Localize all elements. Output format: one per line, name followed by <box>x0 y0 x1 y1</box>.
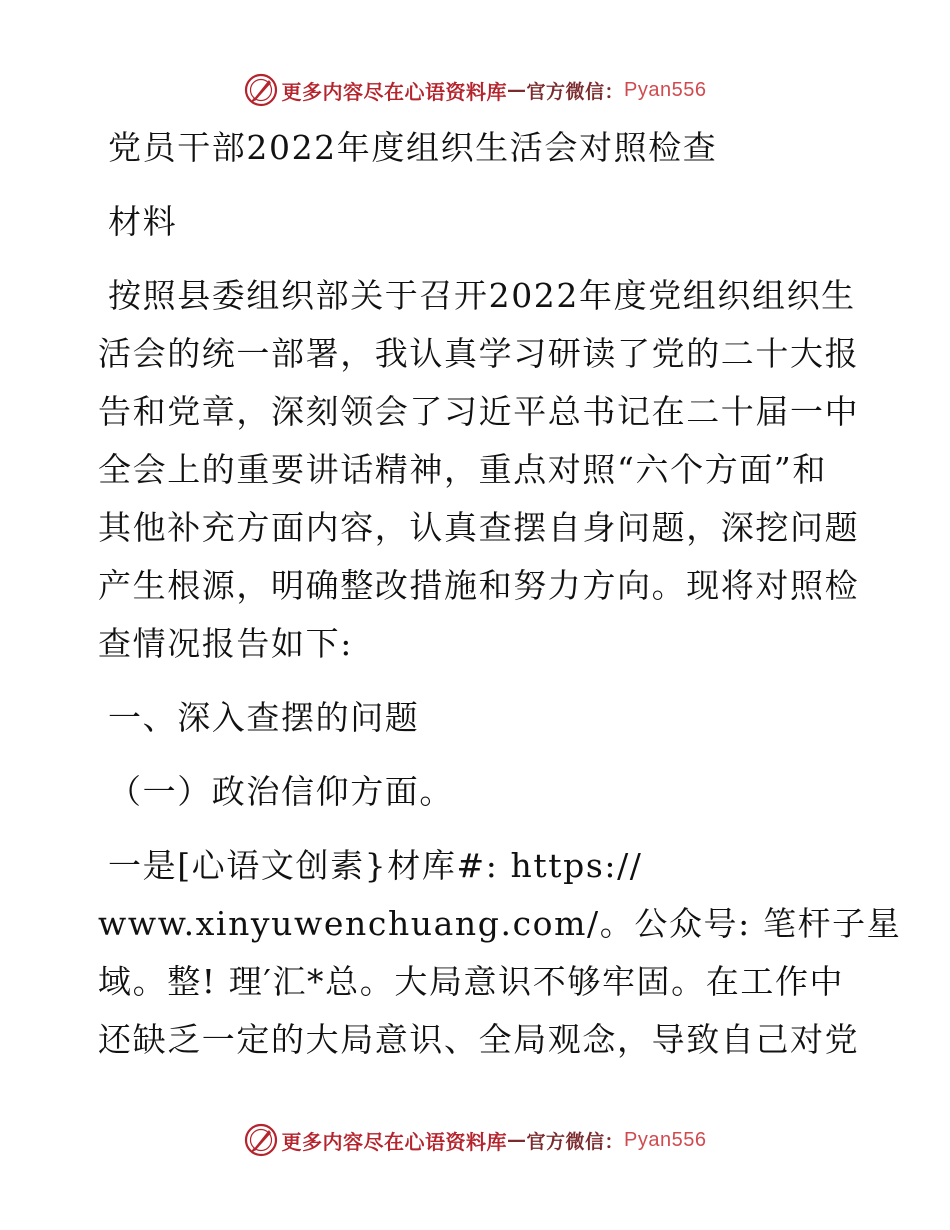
section-heading: 一、深入查摆的问题 <box>108 698 420 737</box>
document-title-line-2: 材料 <box>108 202 178 241</box>
body-line: 还缺乏一定的大局意识、全局观念，导致自己对党 <box>98 1020 860 1059</box>
document-title-line-1: 党员干部2022年度组织生活会对照检查 <box>108 128 718 167</box>
banner-separator: — <box>507 1129 527 1151</box>
banner-wechat-id: Pyan556 <box>624 78 707 101</box>
banner-title: 更多内容尽在心语资料库 <box>281 79 507 104</box>
quill-pen-logo-icon <box>244 1123 278 1157</box>
body-line: 告和党章，深刻领会了习近平总书记在二十届一中 <box>98 392 860 431</box>
body-line: 按照县委组织部关于召开2022年度党组织组织生 <box>108 276 856 315</box>
subsection-heading: （一）政治信仰方面。 <box>108 772 454 811</box>
body-line: 其他补充方面内容，认真查摆自身问题，深挖问题 <box>98 508 860 547</box>
banner-wechat-label: 官方微信： <box>526 1130 625 1153</box>
body-line: 查情况报告如下: <box>98 624 353 663</box>
banner-separator: — <box>507 79 527 101</box>
body-line: 产生根源，明确整改措施和努力方向。现将对照检 <box>98 566 860 605</box>
body-line: 一是[心语文创素}材库#: https:// <box>108 846 643 885</box>
quill-pen-logo-icon <box>244 73 278 107</box>
body-line: 活会的统一部署，我认真学习研读了党的二十大报 <box>98 334 860 373</box>
body-line: 域。整! 理′汇*总。大局意识不够牢固。在工作中 <box>98 962 845 1001</box>
footer-banner <box>0 1120 950 1160</box>
body-line: 全会上的重要讲话精神，重点对照“六个方面”和 <box>98 450 827 489</box>
banner-wechat-id: Pyan556 <box>624 1128 707 1151</box>
banner-title: 更多内容尽在心语资料库 <box>281 1129 507 1154</box>
header-banner <box>0 70 950 110</box>
banner-wechat-label: 官方微信： <box>526 80 625 103</box>
body-line: www.xinyuwenchuang.com/。公众号: 笔杆子星 <box>98 904 902 943</box>
